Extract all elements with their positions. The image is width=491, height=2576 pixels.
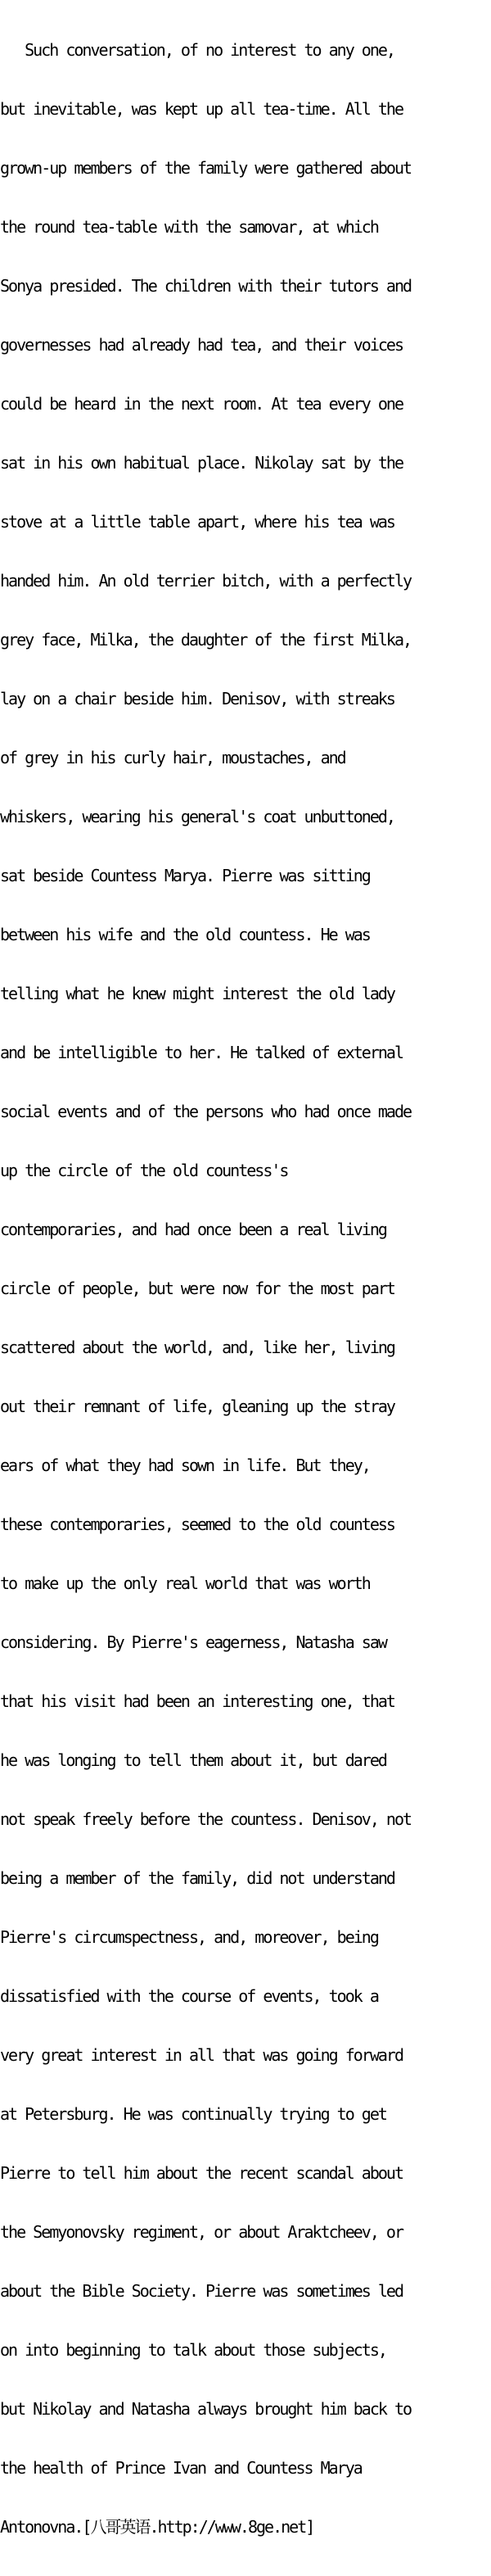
text-line: telling what he knew might interest the old lady [0,984,394,1003]
text-line: could be heard in the next room. At tea every one [0,394,403,414]
text-line: to make up the only real world that was worth [0,1573,370,1593]
text-line: Pierre to tell him about the recent scandal about [0,2163,403,2183]
text-line: sat beside Countess Marya. Pierre was sitting [0,866,370,885]
text-line: sat in his own habitual place. Nikolay sat by the [0,453,403,473]
text-line: dissatisfied with the course of events, took a [0,1986,378,2006]
text-line: of grey in his curly hair, moustaches, and [0,748,345,767]
text-line: up the circle of the old countess's [0,1161,288,1180]
text-line: contemporaries, and had once been a real living [0,1220,386,1239]
text-line: considering. By Pierre's eagerness, Natasha saw [0,1632,386,1652]
text-line: at Petersburg. He was continually trying to get [0,2104,386,2124]
text-line: Antonovna.[八哥英语.http://www.8ge.net] [0,2517,314,2537]
text-line: out their remnant of life, gleaning up the stray [0,1397,394,1416]
text-line: scattered about the world, and, like her, living [0,1338,394,1357]
text-line: Such conversation, of no interest to any one, [0,40,394,60]
text-line: ears of what they had sown in life. But they, [0,1456,370,1475]
text-line: he was longing to tell them about it, but dared [0,1750,386,1770]
text-line: the Semyonovsky regiment, or about Araktcheev, or [0,2222,403,2242]
text-line: Pierre's circumspectness, and, moreover, being [0,1927,378,1947]
text-line: handed him. An old terrier bitch, with a perfectly [0,571,412,591]
text-line: grey face, Milka, the daughter of the first Milka, [0,630,412,650]
text-line: but Nikolay and Natasha always brought him back to [0,2399,412,2419]
text-line: and be intelligible to her. He talked of external [0,1043,403,1062]
text-line: whiskers, wearing his general's coat unbuttoned, [0,807,394,826]
text-line: grown-up members of the family were gathered about [0,158,412,178]
text-line: but inevitable, was kept up all tea-time. All the [0,99,403,119]
text-line: about the Bible Society. Pierre was sometimes led [0,2281,403,2301]
text-line: that his visit had been an interesting one, that [0,1691,394,1711]
text-line: these contemporaries, seemed to the old countess [0,1514,394,1534]
text-line: very great interest in all that was going forward [0,2045,403,2065]
text-line: social events and of the persons who had once made [0,1102,412,1121]
text-line: Sonya presided. The children with their tutors and [0,276,412,296]
text-line: stove at a little table apart, where his tea was [0,512,394,532]
text-line: on into beginning to talk about those subjects, [0,2340,386,2360]
text-line: not speak freely before the countess. Denisov, not [0,1809,412,1829]
text-line: the health of Prince Ivan and Countess Marya [0,2458,362,2478]
text-line: between his wife and the old countess. He was [0,925,370,944]
text-passage [0,1,491,2576]
text-line: circle of people, but were now for the most part [0,1279,394,1298]
text-line: being a member of the family, did not understand [0,1868,394,1888]
text-line: lay on a chair beside him. Denisov, with streaks [0,689,394,709]
text-line: the round tea-table with the samovar, at which [0,217,378,237]
text-line: governesses had already had tea, and their voices [0,335,403,355]
